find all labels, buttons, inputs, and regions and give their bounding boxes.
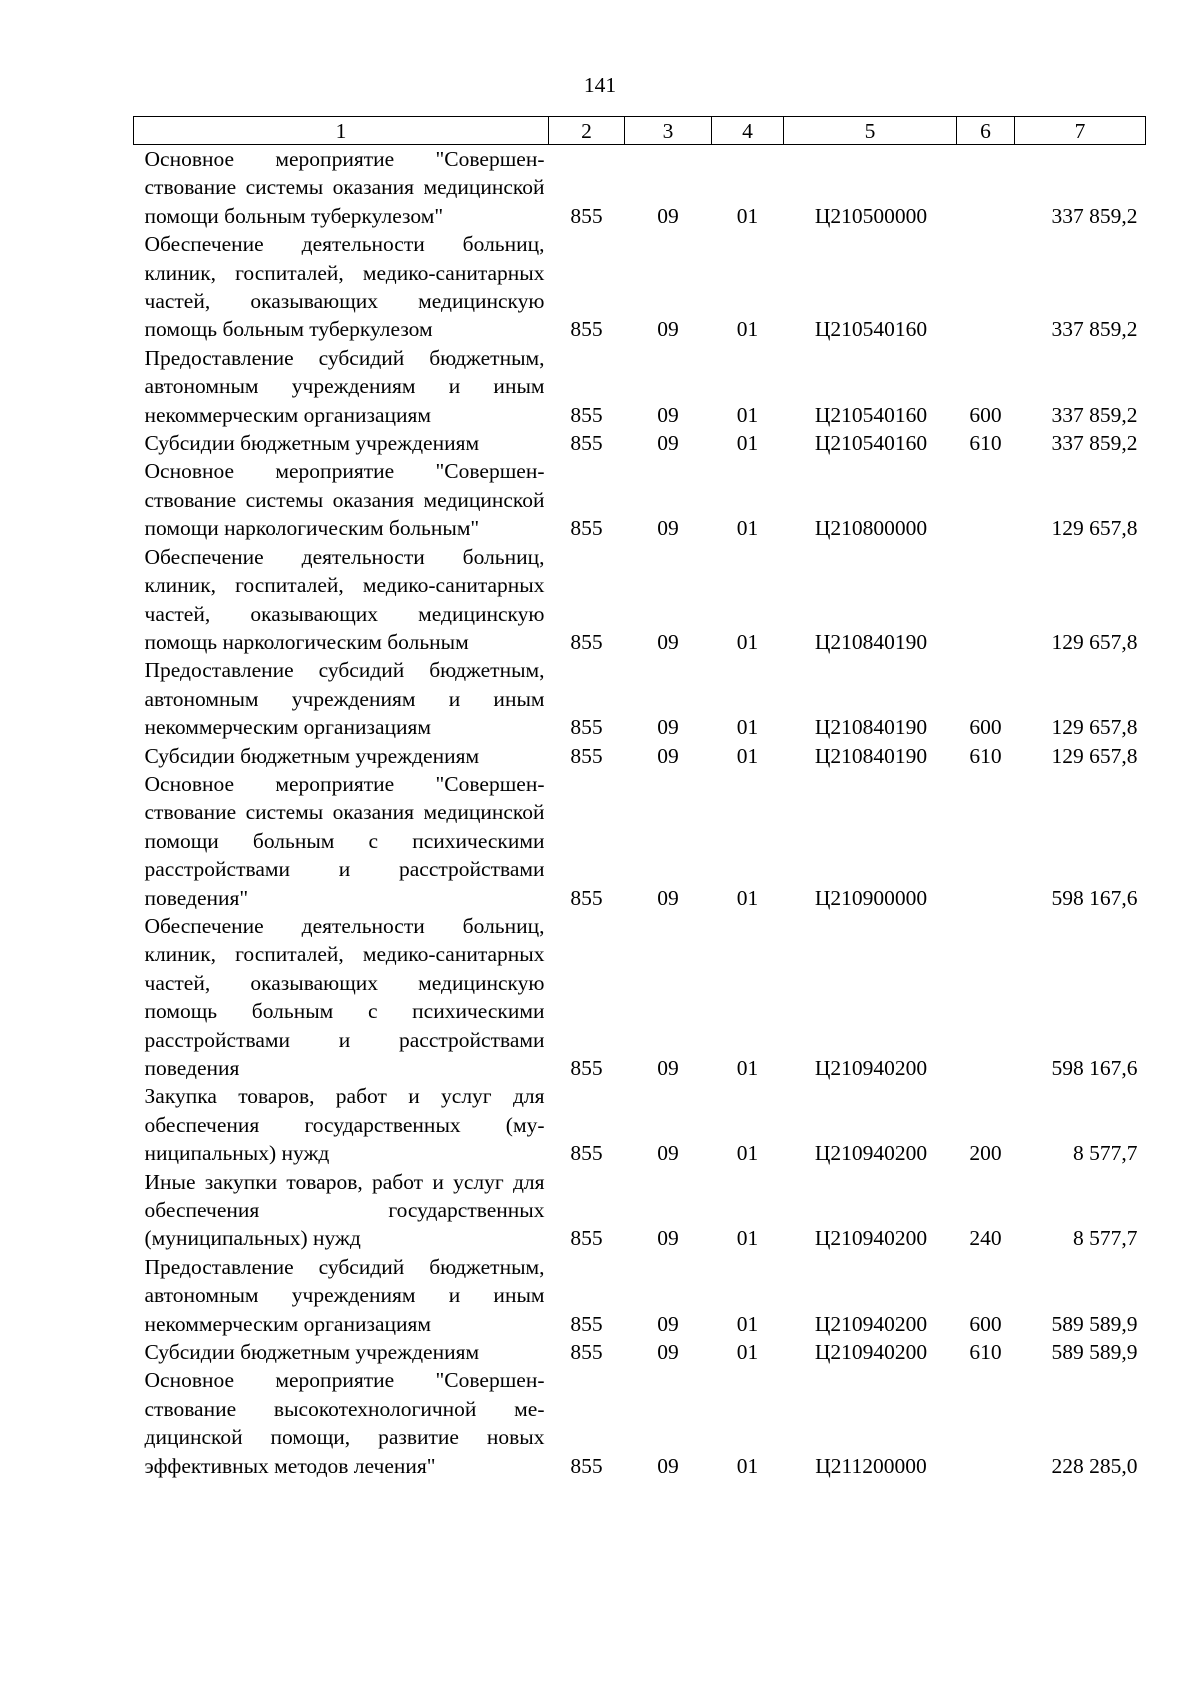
row-description: Закупка товаров, работ и услуг для обеспечения государственных (муниципальных) нужд xyxy=(144,1084,545,1166)
row-col-7: 228 285,0 xyxy=(1051,1453,1138,1478)
row-col-6: 600 xyxy=(969,1311,1002,1336)
row-col-4: 01 xyxy=(736,1340,759,1365)
row-col-2: 855 xyxy=(570,1056,603,1080)
row-col-2: 855 xyxy=(570,1226,603,1251)
row-col-4: 01 xyxy=(736,629,759,654)
row-col-4: 01 xyxy=(736,1226,759,1251)
row-col-4: 01 xyxy=(736,317,759,342)
row-col-6 xyxy=(957,230,1015,344)
row-col-6: 610 xyxy=(969,1340,1002,1365)
table-body xyxy=(134,145,1146,1481)
budget-table xyxy=(133,116,1146,1480)
header-col-7: 7 xyxy=(1015,117,1146,145)
row-col-5: Ц210940200 xyxy=(814,1056,928,1080)
header-col-2: 2 xyxy=(549,117,625,145)
row-col-5: Ц210500000 xyxy=(814,203,928,228)
row-col-4: 01 xyxy=(736,516,759,541)
row-col-2: 855 xyxy=(570,1311,603,1336)
row-col-5: Ц210540160 xyxy=(814,402,928,427)
row-col-7: 589 589,9 xyxy=(1051,1311,1138,1336)
table-row xyxy=(134,145,1146,231)
row-col-2: 855 xyxy=(570,317,603,342)
row-col-5: Ц210940200 xyxy=(814,1311,928,1336)
row-col-3: 09 xyxy=(657,1453,679,1478)
header-col-6: 6 xyxy=(957,117,1015,145)
row-description: Субсидии бюджетным учреждениям xyxy=(144,743,480,768)
table-row xyxy=(134,429,1146,457)
row-description: Обеспечение деятельности больниц, клиник, госпиталей, медико-санитарных частей, оказывающих медицинскую помощь наркологическим больным xyxy=(144,544,545,654)
header-col-3: 3 xyxy=(625,117,712,145)
table-row xyxy=(134,1253,1146,1338)
table-row xyxy=(134,770,1146,912)
row-col-5: Ц210840190 xyxy=(814,629,928,654)
row-col-3: 09 xyxy=(657,402,679,427)
row-col-5: Ц210840190 xyxy=(814,743,928,768)
row-description: Предоставление субсидий бюджетным, автономным учреждениям и иным некоммерческим организациям xyxy=(144,658,545,740)
row-col-4: 01 xyxy=(736,743,759,768)
row-col-7: 337 859,2 xyxy=(1051,402,1138,427)
row-col-2: 855 xyxy=(570,885,603,910)
row-col-3: 09 xyxy=(657,1226,679,1251)
row-col-6 xyxy=(957,457,1015,542)
row-col-6: 240 xyxy=(969,1226,1002,1251)
table-row xyxy=(134,1168,1146,1253)
row-col-2: 855 xyxy=(570,743,603,768)
row-col-5: Ц211200000 xyxy=(815,1453,927,1478)
row-col-7: 129 657,8 xyxy=(1051,516,1138,541)
row-description: Субсидии бюджетным учреждениям xyxy=(144,1340,480,1365)
row-col-7: 337 859,2 xyxy=(1051,317,1138,342)
row-col-2: 855 xyxy=(570,1453,603,1478)
row-col-3: 09 xyxy=(657,203,679,228)
table-row xyxy=(134,457,1146,542)
row-col-7: 8 577,7 xyxy=(1073,1226,1138,1251)
row-col-3: 09 xyxy=(657,1311,679,1336)
row-col-7: 129 657,8 xyxy=(1051,715,1138,740)
row-col-6 xyxy=(957,770,1015,912)
header-col-1: 1 xyxy=(134,117,549,145)
row-col-2: 855 xyxy=(570,715,603,740)
row-col-5: Ц210540160 xyxy=(814,431,928,456)
row-col-5: Ц210800000 xyxy=(814,516,928,541)
row-col-3: 09 xyxy=(657,1340,679,1365)
row-col-2: 855 xyxy=(570,516,603,541)
row-description: Обеспечение деятельности больниц, клиник, госпиталей, медико-санитарных частей, оказывающих медицинскую помощь больным с психическими расстройствами и расстройствами поведения xyxy=(144,913,545,1080)
table-row xyxy=(134,742,1146,770)
row-col-4: 01 xyxy=(736,402,759,427)
row-col-4: 01 xyxy=(736,1056,759,1080)
row-col-3: 09 xyxy=(657,1056,679,1080)
table-row xyxy=(134,1082,1146,1167)
row-col-2: 855 xyxy=(570,402,603,427)
header-col-5: 5 xyxy=(784,117,957,145)
row-col-3: 09 xyxy=(657,1141,679,1166)
row-col-5: Ц210540160 xyxy=(814,317,928,342)
row-col-2: 855 xyxy=(570,203,603,228)
row-col-7: 598 167,6 xyxy=(1051,1056,1138,1080)
row-col-6 xyxy=(957,543,1015,657)
table-row xyxy=(134,1366,1146,1480)
row-description: Предоставление субсидий бюджетным, автономным учреждениям и иным некоммерческим организациям xyxy=(144,345,545,427)
row-col-6: 610 xyxy=(969,431,1002,456)
row-col-6 xyxy=(957,1366,1015,1480)
row-description: Основное мероприятие "Совершенствование системы оказания медицинской помощи больным с психическими расстройствами и расстройствами поведения" xyxy=(144,771,545,910)
page-number: 141 xyxy=(583,73,617,97)
row-description: Иные закупки товаров, работ и услуг для обеспечения государственных (муниципальных) нужд xyxy=(144,1169,545,1251)
header-col-4: 4 xyxy=(712,117,784,145)
row-col-4: 01 xyxy=(736,1141,759,1166)
row-col-5: Ц210940200 xyxy=(814,1226,928,1251)
table-row xyxy=(134,344,1146,429)
row-col-2: 855 xyxy=(570,1141,603,1166)
row-col-4: 01 xyxy=(736,885,759,910)
row-col-5: Ц210940200 xyxy=(814,1141,928,1166)
row-col-7: 8 577,7 xyxy=(1073,1141,1138,1166)
row-col-5: Ц210900000 xyxy=(814,885,928,910)
row-description: Основное мероприятие "Совершенствование системы оказания медицинской помощи больным туберкулезом" xyxy=(144,147,545,228)
table-row xyxy=(134,543,1146,657)
row-col-7: 598 167,6 xyxy=(1051,885,1138,910)
row-col-2: 855 xyxy=(570,629,603,654)
row-description: Основное мероприятие "Совершенствование системы оказания медицинской помощи наркологическим больным" xyxy=(144,459,545,541)
row-col-6: 610 xyxy=(969,743,1002,768)
row-col-4: 01 xyxy=(736,1453,759,1478)
row-col-5: Ц210840190 xyxy=(814,715,928,740)
header-row xyxy=(134,117,1146,145)
row-col-3: 09 xyxy=(657,885,679,910)
row-col-3: 09 xyxy=(657,629,679,654)
row-col-6: 600 xyxy=(969,715,1002,740)
row-description: Предоставление субсидий бюджетным, автономным учреждениям и иным некоммерческим организациям xyxy=(144,1254,545,1336)
table-row xyxy=(134,912,1146,1082)
row-col-4: 01 xyxy=(736,203,759,228)
row-col-4: 01 xyxy=(736,715,759,740)
row-col-3: 09 xyxy=(657,431,679,456)
row-description: Субсидии бюджетным учреждениям xyxy=(144,431,480,456)
row-description: Обеспечение деятельности больниц, клиник, госпиталей, медико-санитарных частей, оказывающих медицинскую помощь больным туберкулезом xyxy=(144,232,545,342)
row-col-3: 09 xyxy=(657,516,679,541)
row-col-7: 589 589,9 xyxy=(1051,1340,1138,1365)
table-row xyxy=(134,656,1146,741)
row-col-3: 09 xyxy=(657,743,679,768)
row-col-6: 600 xyxy=(969,402,1002,427)
row-col-7: 129 657,8 xyxy=(1051,629,1138,654)
row-col-4: 01 xyxy=(736,431,759,456)
row-col-3: 09 xyxy=(657,715,679,740)
row-col-2: 855 xyxy=(570,431,603,456)
row-col-2: 855 xyxy=(570,1340,603,1365)
row-col-7: 337 859,2 xyxy=(1051,431,1138,456)
row-col-7: 337 859,2 xyxy=(1051,203,1138,228)
row-col-7: 129 657,8 xyxy=(1051,743,1138,768)
table-row xyxy=(134,1338,1146,1366)
row-col-6 xyxy=(957,912,1015,1082)
table-header xyxy=(134,117,1146,145)
row-col-6: 200 xyxy=(969,1141,1002,1166)
row-col-4: 01 xyxy=(736,1311,759,1336)
row-description: Основное мероприятие "Совершенствование высокотехнологичной медицинской помощи, развитие новых эффективных методов лечения" xyxy=(144,1368,545,1478)
row-col-3: 09 xyxy=(657,317,679,342)
row-col-6 xyxy=(957,145,1015,231)
table-row xyxy=(134,230,1146,344)
row-col-5: Ц210940200 xyxy=(814,1340,928,1365)
